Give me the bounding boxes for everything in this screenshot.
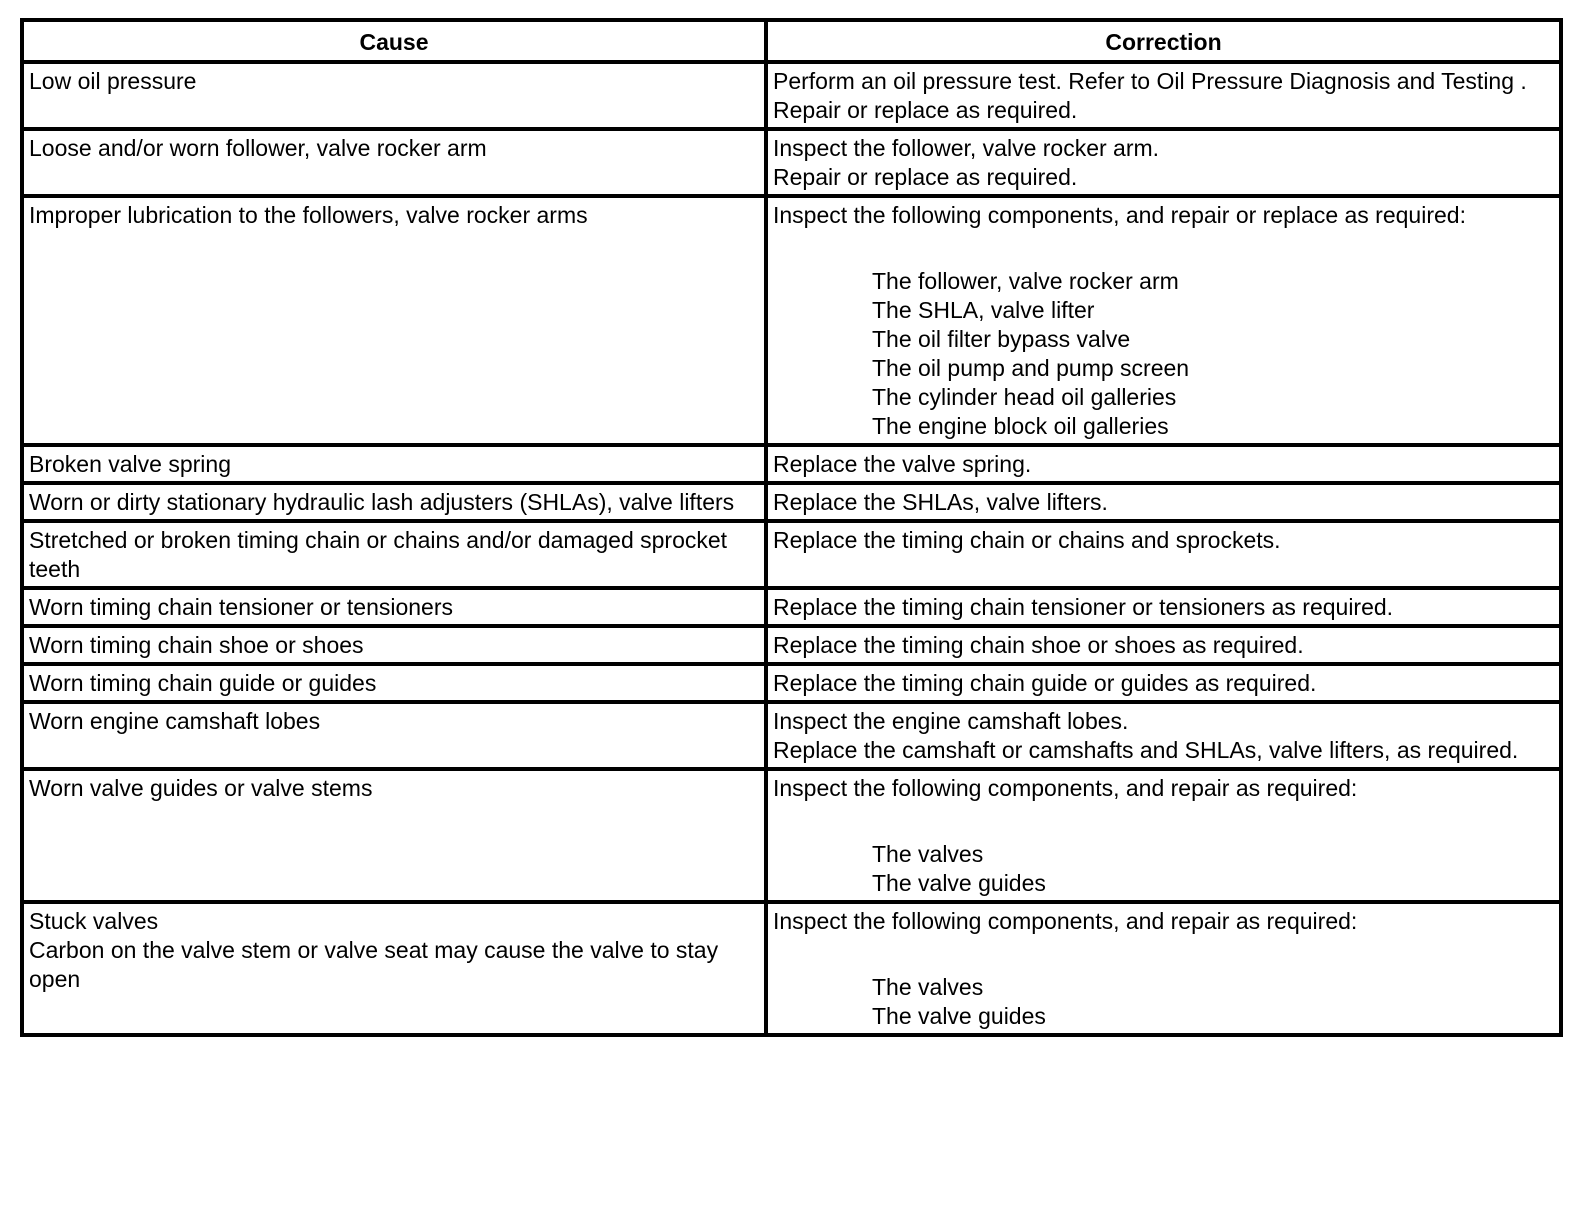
correction-cell: [766, 62, 1561, 129]
component-list: [773, 973, 1553, 1031]
table-row: [22, 902, 1561, 1035]
list-item: The engine block oil galleries: [872, 413, 1169, 439]
table-row: [22, 769, 1561, 902]
correction-cell: [766, 196, 1561, 445]
component-list: [773, 840, 1553, 898]
table-header-row: [22, 20, 1561, 62]
list-item: The oil pump and pump screen: [872, 355, 1190, 381]
cause-cell: Worn valve guides or valve stems: [22, 769, 766, 902]
table-row: [22, 483, 1561, 521]
cause-cell: Stretched or broken timing chain or chains and/or damaged sprocket teeth: [22, 521, 766, 588]
cause-step: Carbon on the valve stem or valve seat may cause the valve to stay open: [29, 937, 719, 992]
list-item: The SHLA, valve lifter: [872, 297, 1095, 323]
table-row: [22, 129, 1561, 196]
cause-cell: Improper lubrication to the followers, valve rocker arms: [22, 196, 766, 445]
list-item: The valve guides: [872, 870, 1046, 896]
diagnosis-table: [20, 18, 1563, 1037]
cause-cell: Worn engine camshaft lobes: [22, 702, 766, 769]
list-item: The valves: [872, 841, 984, 867]
list-item: The oil filter bypass valve: [872, 326, 1131, 352]
correction-cell: Replace the timing chain or chains and sprockets.: [766, 521, 1561, 588]
correction-intro: Inspect the following components, and repair as required:: [773, 908, 1358, 934]
correction-intro: Inspect the following components, and repair as required:: [773, 775, 1358, 801]
correction-step: Repair or replace as required.: [773, 164, 1078, 190]
cause-cell: Worn or dirty stationary hydraulic lash adjusters (SHLAs), valve lifters: [22, 483, 766, 521]
cause-step: Stuck valves: [29, 908, 159, 934]
correction-step: Replace the camshaft or camshafts and SHLAs, valve lifters, as required.: [773, 737, 1519, 763]
table-row: [22, 626, 1561, 664]
correction-cell: Replace the timing chain shoe or shoes as required.: [766, 626, 1561, 664]
correction-step: Inspect the engine camshaft lobes.: [773, 708, 1129, 734]
correction-cell: Replace the timing chain tensioner or tensioners as required.: [766, 588, 1561, 626]
correction-cell: Replace the SHLAs, valve lifters.: [766, 483, 1561, 521]
cause-column-header: Cause: [22, 20, 766, 62]
list-item: The valve guides: [872, 1003, 1046, 1029]
list-item: The follower, valve rocker arm: [872, 268, 1179, 294]
table-row: [22, 196, 1561, 445]
cause-cell: Worn timing chain tensioner or tensioners: [22, 588, 766, 626]
correction-cell: [766, 702, 1561, 769]
table-row: [22, 702, 1561, 769]
cause-cell: Loose and/or worn follower, valve rocker arm: [22, 129, 766, 196]
cause-cell: Worn timing chain guide or guides: [22, 664, 766, 702]
table-row: [22, 62, 1561, 129]
cause-cell: [22, 902, 766, 1035]
correction-cell: [766, 129, 1561, 196]
cause-cell: Worn timing chain shoe or shoes: [22, 626, 766, 664]
table-row: [22, 664, 1561, 702]
component-list: [773, 267, 1553, 441]
correction-cell: [766, 902, 1561, 1035]
correction-step: Inspect the follower, valve rocker arm.: [773, 135, 1160, 161]
correction-cell: Replace the valve spring.: [766, 445, 1561, 483]
correction-column-header: Correction: [766, 20, 1561, 62]
table-row: [22, 588, 1561, 626]
correction-intro: Inspect the following components, and repair or replace as required:: [773, 202, 1466, 228]
table-row: [22, 445, 1561, 483]
correction-cell: Replace the timing chain guide or guides as required.: [766, 664, 1561, 702]
correction-step: Perform an oil pressure test. Refer to Oil Pressure Diagnosis and Testing .: [773, 68, 1527, 94]
correction-cell: [766, 769, 1561, 902]
list-item: The cylinder head oil galleries: [872, 384, 1177, 410]
list-item: The valves: [872, 974, 984, 1000]
cause-cell: Low oil pressure: [22, 62, 766, 129]
cause-cell: Broken valve spring: [22, 445, 766, 483]
table-row: [22, 521, 1561, 588]
correction-step: Repair or replace as required.: [773, 97, 1078, 123]
